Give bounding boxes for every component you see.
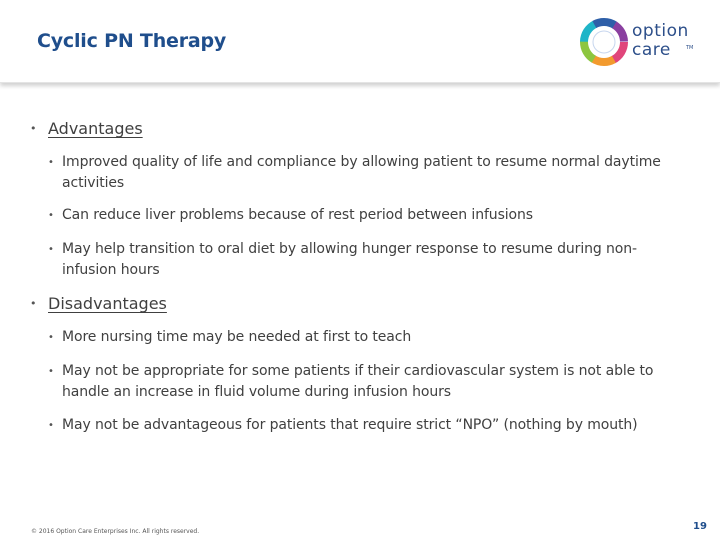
bullet-icon: • (30, 297, 37, 310)
slide-header (0, 0, 720, 83)
list-item: • More nursing time may be needed at first to teach (30, 327, 690, 348)
section-disadvantages (30, 293, 690, 315)
bullet-icon: • (48, 366, 54, 377)
logo-word-care: care (632, 40, 671, 60)
logo-wordmark (632, 22, 689, 60)
advantages-list (30, 152, 690, 281)
list-item: • May help transition to oral diet by allowing hunger response to resume during non-infusion hours (48, 241, 638, 278)
list-item: • Can reduce liver problems because of rest period between infusions (30, 205, 690, 226)
bullet-icon: • (30, 122, 37, 135)
option-care-logo (580, 18, 700, 68)
bullet-icon: • (48, 210, 54, 221)
list-item: • May not be appropriate for some patients if their cardiovascular system is not able to handle an increase in fluid volume during infusion hours (48, 363, 654, 400)
list-item: • Improved quality of life and compliance by allowing patient to resume normal daytime activities (48, 154, 661, 191)
bullet-icon: • (48, 244, 54, 255)
bullet-icon: • (48, 332, 54, 343)
page-number: 19 (693, 521, 707, 532)
section-label-disadvantages: Disadvantages (48, 294, 167, 313)
logo-trademark: TM (686, 45, 694, 51)
disadvantages-list (30, 327, 690, 436)
section-label-advantages: Advantages (48, 119, 143, 138)
bullet-icon: • (48, 157, 54, 168)
option-care-logo-icon (580, 18, 628, 66)
slide-title: Cyclic PN Therapy (37, 30, 227, 52)
bullet-icon: • (48, 420, 54, 431)
logo-word-option: option (632, 21, 689, 41)
slide-content (30, 118, 690, 436)
copyright-notice: © 2016 Option Care Enterprises Inc. All rights reserved. (31, 528, 200, 535)
section-advantages (30, 118, 690, 140)
list-item: • May not be advantageous for patients that require strict “NPO” (nothing by mouth) (30, 415, 690, 436)
